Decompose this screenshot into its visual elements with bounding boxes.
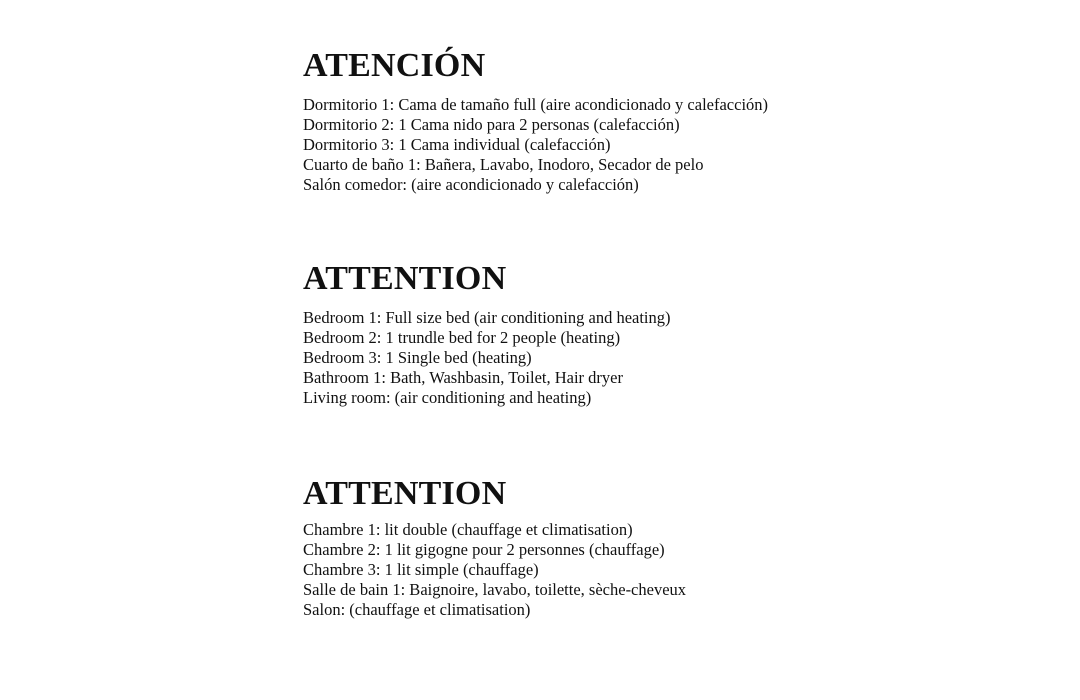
room-list-french	[303, 520, 1003, 620]
room-line: Bedroom 1: Full size bed (air conditioning and heating)	[303, 308, 671, 327]
room-line: Dormitorio 2: 1 Cama nido para 2 personas (calefacción)	[303, 115, 680, 134]
room-line: Cuarto de baño 1: Bañera, Lavabo, Inodoro, Secador de pelo	[303, 155, 704, 174]
room-line: Bedroom 2: 1 trundle bed for 2 people (heating)	[303, 328, 621, 347]
room-line: Bathroom 1: Bath, Washbasin, Toilet, Hair dryer	[303, 368, 623, 387]
room-line: Chambre 1: lit double (chauffage et climatisation)	[303, 520, 633, 539]
section-title-english: ATTENTION	[303, 260, 507, 297]
room-line: Dormitorio 1: Cama de tamaño full (aire acondicionado y calefacción)	[303, 95, 769, 114]
room-line: Salón comedor: (aire acondicionado y calefacción)	[303, 175, 639, 194]
section-spanish	[303, 44, 1003, 195]
room-list-english	[303, 308, 1003, 408]
section-title-spanish: ATENCIÓN	[303, 47, 486, 84]
room-line: Salle de bain 1: Baignoire, lavabo, toilette, sèche-cheveux	[303, 580, 687, 599]
room-list-spanish	[303, 95, 1003, 195]
room-line: Living room: (air conditioning and heating)	[303, 388, 592, 407]
room-line: Chambre 2: 1 lit gigogne pour 2 personnes (chauffage)	[303, 540, 665, 559]
room-line: Salon: (chauffage et climatisation)	[303, 600, 531, 619]
room-line: Bedroom 3: 1 Single bed (heating)	[303, 348, 532, 367]
section-title-french: ATTENTION	[303, 475, 507, 512]
section-french	[303, 472, 1003, 620]
room-line: Dormitorio 3: 1 Cama individual (calefacción)	[303, 135, 611, 154]
room-line: Chambre 3: 1 lit simple (chauffage)	[303, 560, 539, 579]
section-english	[303, 257, 1003, 408]
